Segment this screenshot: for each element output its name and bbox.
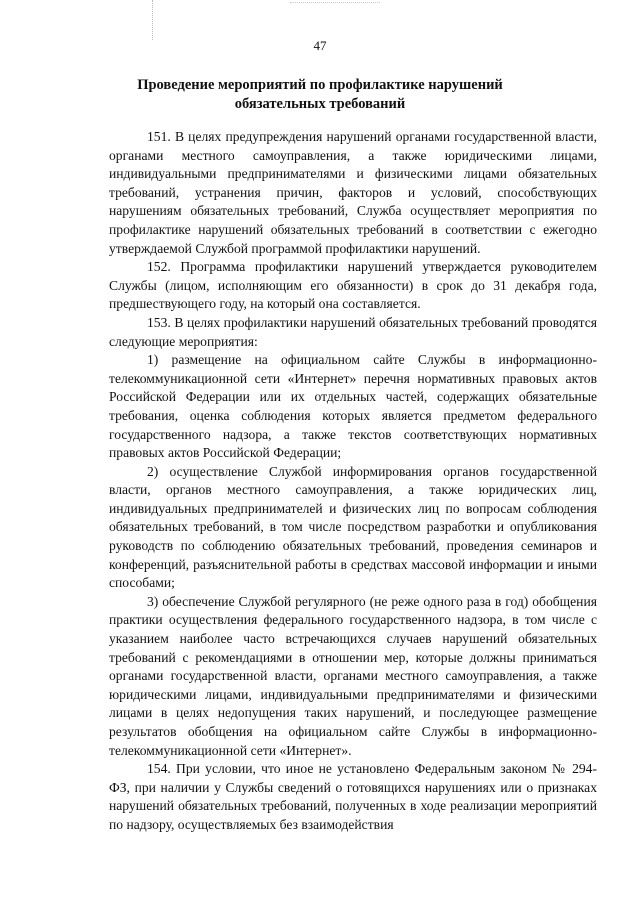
section-title: Проведение мероприятий по профилактике нарушений обязательных требований xyxy=(137,77,503,112)
paragraph-153: 153. В целях профилактики нарушений обязательных требований проводятся следующие мероприятия: xyxy=(109,314,597,349)
paragraph-151: 151. В целях предупреждения нарушений органами государственной власти, органами местного самоуправления, а также юридическими лицами, индивидуальными предпринимателями и физическими лицами обязательных требований, устранения причин, факторов и условий, способствующих нарушениям обязательных требований, Служба осуществляет мероприятия по профилактике нарушений обязательных требований в соответствии с ежегодно утверждаемой Службой программой профилактики нарушений. xyxy=(109,129,597,256)
list-item-3: 3) обеспечение Службой регулярного (не реже одного раза в год) обобщения практики осуществления федерального государственного надзора, в том числе с указанием наиболее часто встречающихся случаев нарушений обязательных требований с рекомендациями в отношении мер, которые должны приниматься органами государственной власти, органами местного самоуправления, а также юридическими лицами, индивидуальными предпринимателями и физическими лицами в целях недопущения таких нарушений, и последующее размещение результатов обобщения на официальном сайте Службы в информационно-телекоммуникационной сети «Интернет». xyxy=(109,593,597,758)
scan-margin-mark xyxy=(152,0,154,40)
paragraph-154: 154. При условии, что иное не установлено Федеральным законом № 294-ФЗ, при наличии у Службы сведений о готовящихся нарушениях или о признаках нарушений обязательных требований, полученных в ходе реализации мероприятий по надзору, осуществляемых без взаимодействия xyxy=(109,761,597,832)
scan-artifact xyxy=(290,2,380,9)
page-number: 47 xyxy=(313,38,327,53)
paragraph-152: 152. Программа профилактики нарушений утверждается руководителем Службы (лицом, исполняющим его обязанности) в срок до 31 декабря года, предшествующего году, на который она составляется. xyxy=(109,259,597,312)
list-item-2: 2) осуществление Службой информирования органов государственной власти, органов местного самоуправления, а также юридических лиц, индивидуальных предпринимателей и физических лиц по вопросам соблюдения обязательных требований, в том числе посредством разработки и опубликования руководств по соблюдению обязательных требований, проведения семинаров и конференций, разъяснительной работы в средствах массовой информации и иными способами; xyxy=(109,463,597,591)
list-item-1: 1) размещение на официальном сайте Службы в информационно-телекоммуникационной сети «Интернет» перечня нормативных правовых актов Российской Федерации или их отдельных частей, содержащих обязательные требования, оценка соблюдения которых является предметом федерального государственного надзора, а также текстов соответствующих нормативных правовых актов Российской Федерации; xyxy=(109,352,597,461)
document-body xyxy=(109,128,597,835)
